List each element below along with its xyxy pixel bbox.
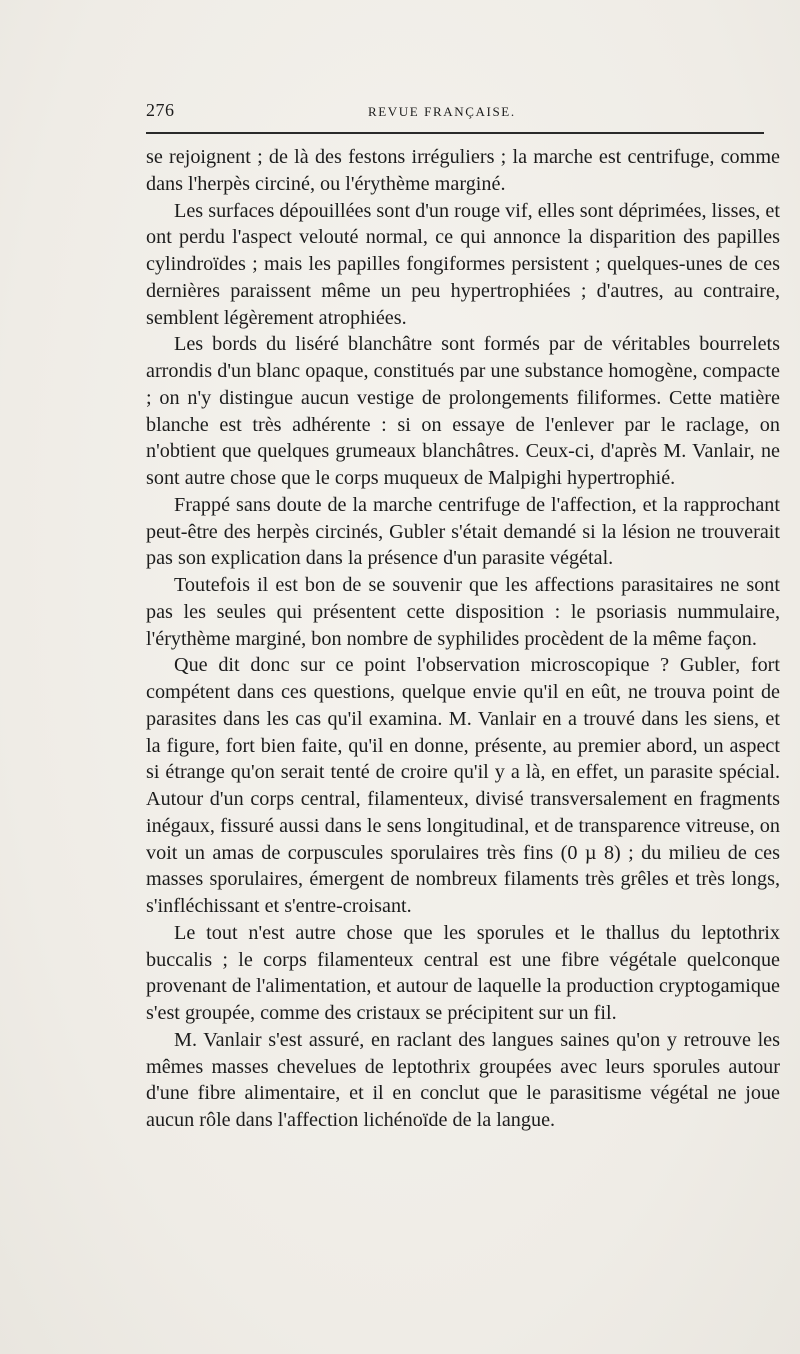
paragraph-6: Que dit donc sur ce point l'observation microscopique ? Gubler, fort compétent dans ces questions, quelque envie qu'il en eût, ne trouva point de parasites dans les cas qu'il examina. M. Vanlair en a trouvé dans les siens, et la figure, fort bien faite, qu'il en donne, présente, au premier abord, un aspect si étrange qu'on serait tenté de croire qu'il y a là, en effet, un parasite spécial. Autour d'un corps central, filamenteux, divisé transversalement en fragments inégaux, fissuré aussi dans le sens longitudinal, et de transparence vitreuse, on voit un amas de corpuscules sporulaires très fins (0 µ 8) ; du milieu de ces masses sporulaires, émergent de nombreux filaments très grêles et très longs, s'infléchissant et s'entre-croisant.	[146, 654, 780, 917]
running-title: REVUE FRANÇAISE.	[368, 104, 516, 119]
paragraph-8: M. Vanlair s'est assuré, en raclant des langues saines qu'on y retrouve les mêmes masses chevelues de leptothrix groupées avec leurs sporules autour d'une fibre alimentaire, et il en conclut que le parasitisme végétal ne joue aucun rôle dans l'affection lichénoïde de la langue.	[146, 1028, 780, 1131]
paragraph-4: Frappé sans doute de la marche centrifuge de l'affection, et la rapprochant peut-être des herpès circinés, Gubler s'était demandé si la lésion ne trouverait pas son explication dans la présence d'un parasite végétal.	[146, 493, 780, 570]
paragraph-7: Le tout n'est autre chose que les sporules et le thallus du leptothrix buccalis ; le corps filamenteux central est une fibre végétale quelconque provenant de l'alimentation, et autour de laquelle la production cryptogamique s'est groupée, comme des cristaux se précipitent sur un fil.	[146, 921, 780, 1024]
paragraph-3: Les bords du liséré blanchâtre sont formés par de véritables bourrelets arrondis d'un blanc opaque, constitués par une substance homogène, compacte ; on n'y distingue aucun vestige de prolongements filiformes. Cette matière blanche est très adhérente : si on essaye de l'enlever par le raclage, on n'obtient que quelques grumeaux blanchâtres. Ceux-ci, d'après M. Vanlair, ne sont autre chose que le corps muqueux de Malpighi hypertrophié.	[146, 333, 780, 489]
header-rule	[146, 132, 764, 134]
paragraph-2: Les surfaces dépouillées sont d'un rouge vif, elles sont déprimées, lisses, et ont perdu l'aspect velouté normal, ce qui annonce la disparition des papilles cylindroïdes ; mais les papilles fongiformes persistent ; quelques-unes de ces dernières paraissent même un peu hypertrophiées ; d'autres, au contraire, semblent légèrement atrophiées.	[146, 199, 780, 329]
page-header	[146, 100, 766, 124]
paragraph-1: se rejoignent ; de là des festons irréguliers ; la marche est centrifuge, comme dans l'herpès circiné, ou l'érythème marginé.	[146, 146, 780, 195]
body-text	[146, 144, 780, 1134]
paragraph-5: Toutefois il est bon de se souvenir que les affections parasitaires ne sont pas les seules qui présentent cette disposition : le psoriasis nummulaire, l'érythème marginé, bon nombre de syphilides procèdent de la même façon.	[146, 574, 780, 650]
page-number: 276	[146, 100, 175, 120]
